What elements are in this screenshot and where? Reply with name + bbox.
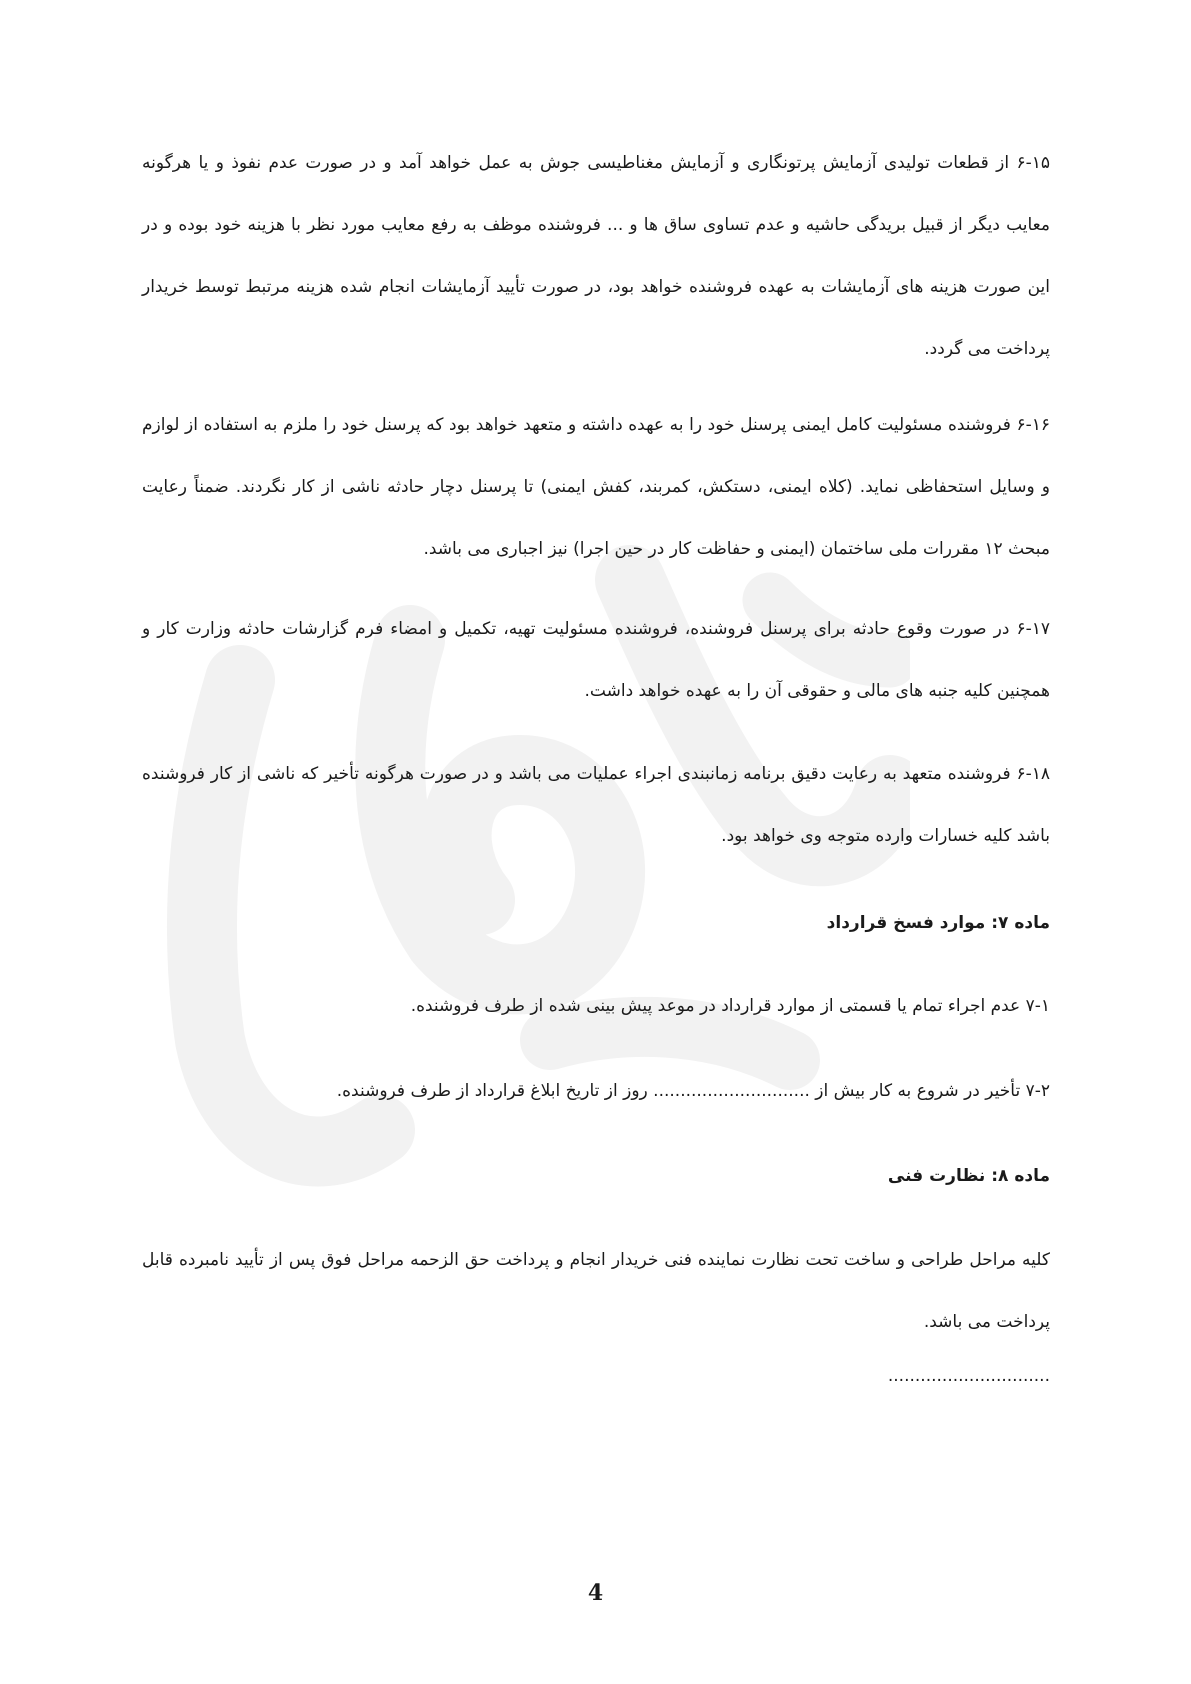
paragraph-6-18: ۶-۱۸ فروشنده متعهد به رعایت دقیق برنامه زمانبندی اجراء عملیات می باشد و در صورت هرگونه تأخیر که ناشی از کار فروشنده باشد کلیه خسارات وارده متوجه وی خواهد بود. (142, 764, 1050, 846)
page-number: 4 (587, 1580, 604, 1606)
article-8-body: کلیه مراحل طراحی و ساخت تحت نظارت نماینده فنی خریدار انجام و پرداخت حق الزحمه مراحل فوق پس از تأیید نامبرده قابل پرداخت می باشد. (142, 1250, 1050, 1332)
paragraph-6-16: ۶-۱۶ فروشنده مسئولیت کامل ایمنی پرسنل خود را به عهده داشته و متعهد خواهد بود که پرسنل خود را ملزم به استفاده از لوازم و وسایل استحفاظی نماید. (کلاه ایمنی، دستکش، کمربند، کفش ایمنی) تا پرسنل دچار حادثه ناشی از کار نگردند. ضمناً رعایت مبحث ۱۲ مقررات ملی ساختمان (ایمنی و حفاظت کار در حین اجرا) نیز اجباری می باشد. (142, 415, 1050, 559)
article-7-heading: ماده ۷: موارد فسخ قرارداد (826, 913, 1050, 933)
paragraph-6-17: ۶-۱۷ در صورت وقوع حادثه برای پرسنل فروشنده، فروشنده مسئولیت تهیه، تکمیل و امضاء فرم گزارشات حادثه وزارت کار و همچنین کلیه جنبه های مالی و حقوقی آن را به عهده خواهد داشت. (142, 619, 1050, 701)
article-8-heading: ماده ۸: نظارت فنی (887, 1166, 1050, 1186)
article-7-item-2: ۷-۲ تأخیر در شروع به کار بیش از ............................. روز از تاریخ ابلاغ قرارداد از طرف فروشنده. (336, 1081, 1050, 1101)
article-7-item-1: ۷-۱ عدم اجراء تمام یا قسمتی از موارد قرارداد در موعد پیش بینی شده از طرف فروشنده. (410, 996, 1050, 1016)
paragraph-6-15: ۶-۱۵ از قطعات تولیدی آزمایش پرتونگاری و آزمایش مغناطیسی جوش به عمل خواهد آمد و در صورت عدم نفوذ و یا هرگونه معایب دیگر از قبیل بریدگی حاشیه و عدم تساوی ساق ها و ... فروشنده موظف به رفع معایب مورد نظر با هزینه خود بوده و در این صورت هزینه های آزمایشات به عهده فروشنده خواهد بود، در صورت تأیید آزمایشات انجام شده هزینه مرتبط توسط خریدار پرداخت می گردد. (142, 153, 1050, 359)
continuation-dots: .............................. (887, 1366, 1050, 1386)
